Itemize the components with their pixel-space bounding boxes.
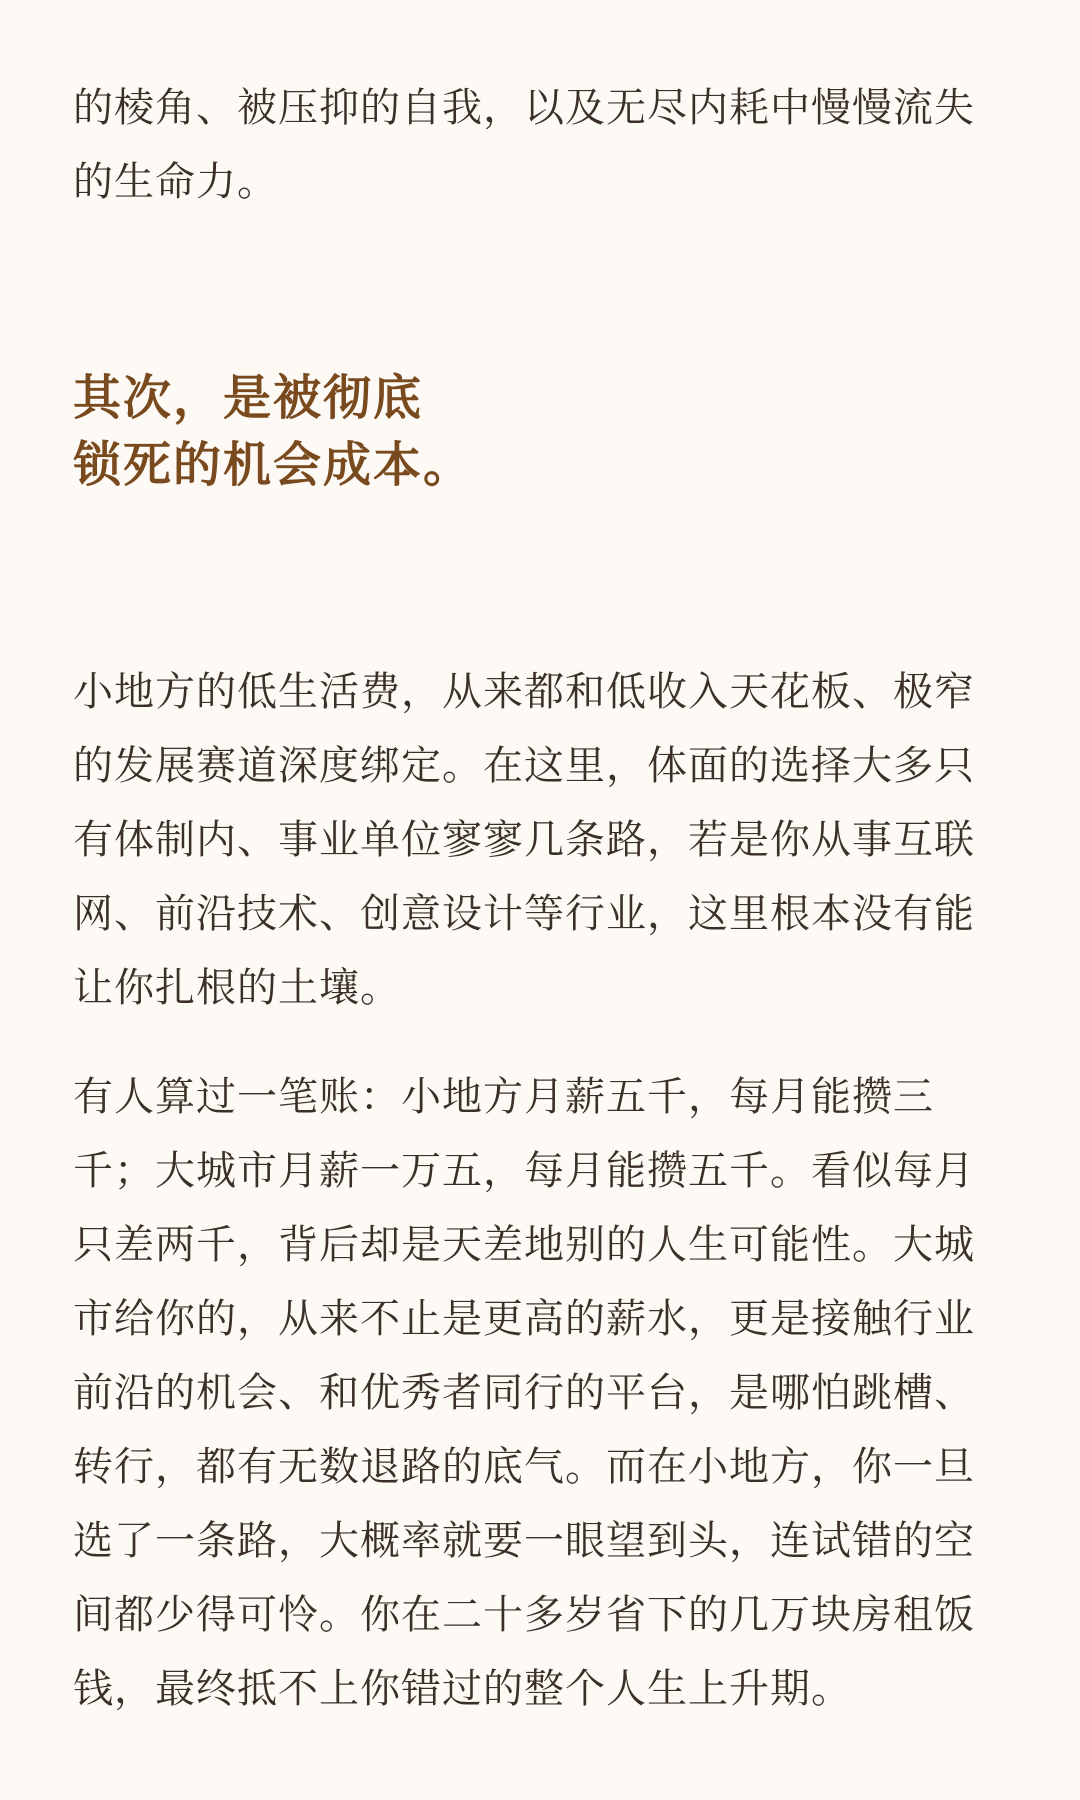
paragraph-line: 选了一条路，大概率就要一眼望到头，连试错的空 [73, 1518, 975, 1564]
paragraph-line: 只差两千，背后却是天差地别的人生可能性。大城 [73, 1222, 975, 1268]
paragraph-line: 前沿的机会、和优秀者同行的平台，是哪怕跳槽、 [73, 1370, 975, 1416]
paragraph-line: 的棱角、被压抑的自我，以及无尽内耗中慢慢流失 [73, 85, 975, 131]
paragraph-line: 市给你的，从来不止是更高的薪水，更是接触行业 [73, 1296, 975, 1342]
paragraph-line: 有体制内、事业单位寥寥几条路，若是你从事互联 [73, 817, 975, 863]
body-paragraph-1 [73, 655, 993, 1025]
paragraph-line: 的生命力。 [73, 159, 278, 205]
heading-line: 其次，是被彻底 [73, 370, 424, 426]
paragraph-line: 间都少得可怜。你在二十多岁省下的几万块房租饭 [73, 1592, 975, 1638]
paragraph-line: 的发展赛道深度绑定。在这里，体面的选择大多只 [73, 743, 975, 789]
section-heading [73, 365, 473, 499]
paragraph-line: 有人算过一笔账：小地方月薪五千，每月能攒三 [73, 1074, 934, 1120]
paragraph-line: 转行，都有无数退路的底气。而在小地方，你一旦 [73, 1444, 975, 1490]
heading-line: 锁死的机会成本。 [73, 437, 474, 493]
paragraph-line: 网、前沿技术、创意设计等行业，这里根本没有能 [73, 891, 975, 937]
paragraph-line: 钱，最终抵不上你错过的整个人生上升期。 [73, 1666, 852, 1712]
intro-paragraph-tail [73, 71, 993, 219]
article-body [73, 0, 1007, 1800]
body-paragraph-2 [73, 1060, 993, 1726]
paragraph-line: 小地方的低生活费，从来都和低收入天花板、极窄 [73, 669, 975, 715]
paragraph-line: 让你扎根的土壤。 [73, 965, 401, 1011]
paragraph-line: 千；大城市月薪一万五，每月能攒五千。看似每月 [73, 1148, 975, 1194]
